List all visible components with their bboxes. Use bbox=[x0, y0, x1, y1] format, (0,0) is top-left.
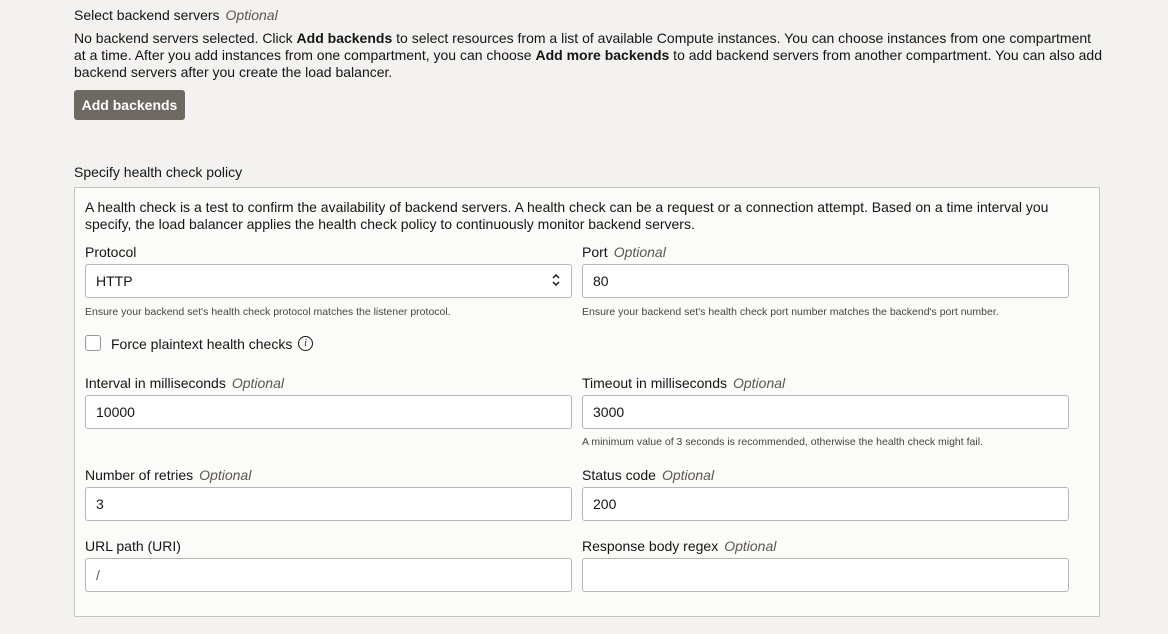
protocol-help: Ensure your backend set's health check protocol matches the listener protocol. bbox=[85, 306, 451, 318]
desc-bold: Add more backends bbox=[535, 47, 670, 63]
optional-tag: Optional bbox=[732, 375, 786, 391]
health-section-title: Specify health check policy bbox=[74, 164, 243, 180]
timeout-input[interactable]: 3000 bbox=[582, 395, 1069, 429]
updown-chevron-icon bbox=[551, 272, 561, 291]
info-icon[interactable]: i bbox=[298, 336, 313, 351]
response-regex-input[interactable] bbox=[582, 558, 1069, 592]
optional-tag: Optional bbox=[724, 538, 777, 554]
protocol-label: Protocol bbox=[85, 244, 137, 260]
optional-tag: Optional bbox=[661, 467, 715, 483]
port-help: Ensure your backend set's health check port number matches the backend's port number. bbox=[582, 306, 999, 318]
url-path-input[interactable]: / bbox=[85, 558, 572, 592]
optional-tag: Optional bbox=[613, 244, 666, 260]
title-text: Select backend servers bbox=[74, 7, 220, 23]
desc-text: No backend servers selected. Click bbox=[74, 30, 297, 46]
url-path-label: URL path (URI) bbox=[85, 538, 181, 554]
interval-input[interactable]: 10000 bbox=[85, 395, 572, 429]
label-text: Timeout in milliseconds bbox=[582, 375, 727, 391]
label-text: Interval in milliseconds bbox=[85, 375, 226, 391]
timeout-label bbox=[582, 375, 785, 391]
force-plaintext-checkbox[interactable] bbox=[85, 335, 101, 351]
force-plaintext-label: Force plaintext health checks bbox=[111, 336, 293, 352]
port-label bbox=[582, 244, 666, 260]
port-input[interactable]: 80 bbox=[582, 264, 1069, 298]
optional-tag: Optional bbox=[199, 467, 252, 483]
add-backends-button[interactable]: Add backends bbox=[74, 90, 185, 120]
status-code-input[interactable]: 200 bbox=[582, 487, 1069, 521]
health-description: A health check is a test to confirm the availability of backend servers. A health check can be a request or a connection attempt. Based on a time interval you specify, the load balancer applies the health check policy to continuously monitor backend servers. bbox=[85, 199, 1049, 232]
protocol-select[interactable] bbox=[85, 264, 572, 298]
retries-label bbox=[85, 467, 251, 483]
timeout-help: A minimum value of 3 seconds is recommended, otherwise the health check might fail. bbox=[582, 436, 983, 448]
backend-section-title bbox=[74, 7, 278, 23]
label-text: Response body regex bbox=[582, 538, 719, 554]
label-text: Port bbox=[582, 244, 608, 260]
interval-label bbox=[85, 375, 284, 391]
desc-text: to select resources from a list of available Compute instances. You can choose instances from one compartment at a time. After you add instances from one compartment, you can choose bbox=[74, 30, 1092, 63]
protocol-value: HTTP bbox=[96, 273, 133, 289]
retries-input[interactable]: 3 bbox=[85, 487, 572, 521]
desc-bold: Add backends bbox=[296, 30, 393, 46]
label-text: Number of retries bbox=[85, 467, 194, 483]
status-code-label bbox=[582, 467, 714, 483]
response-regex-label bbox=[582, 538, 776, 554]
label-text: Status code bbox=[582, 467, 656, 483]
optional-tag: Optional bbox=[231, 375, 284, 391]
optional-tag: Optional bbox=[225, 7, 278, 23]
backend-description bbox=[74, 30, 1104, 81]
desc-text: to add backend servers from another compartment. You can also add backend servers after you create the load balancer. bbox=[74, 47, 1102, 80]
